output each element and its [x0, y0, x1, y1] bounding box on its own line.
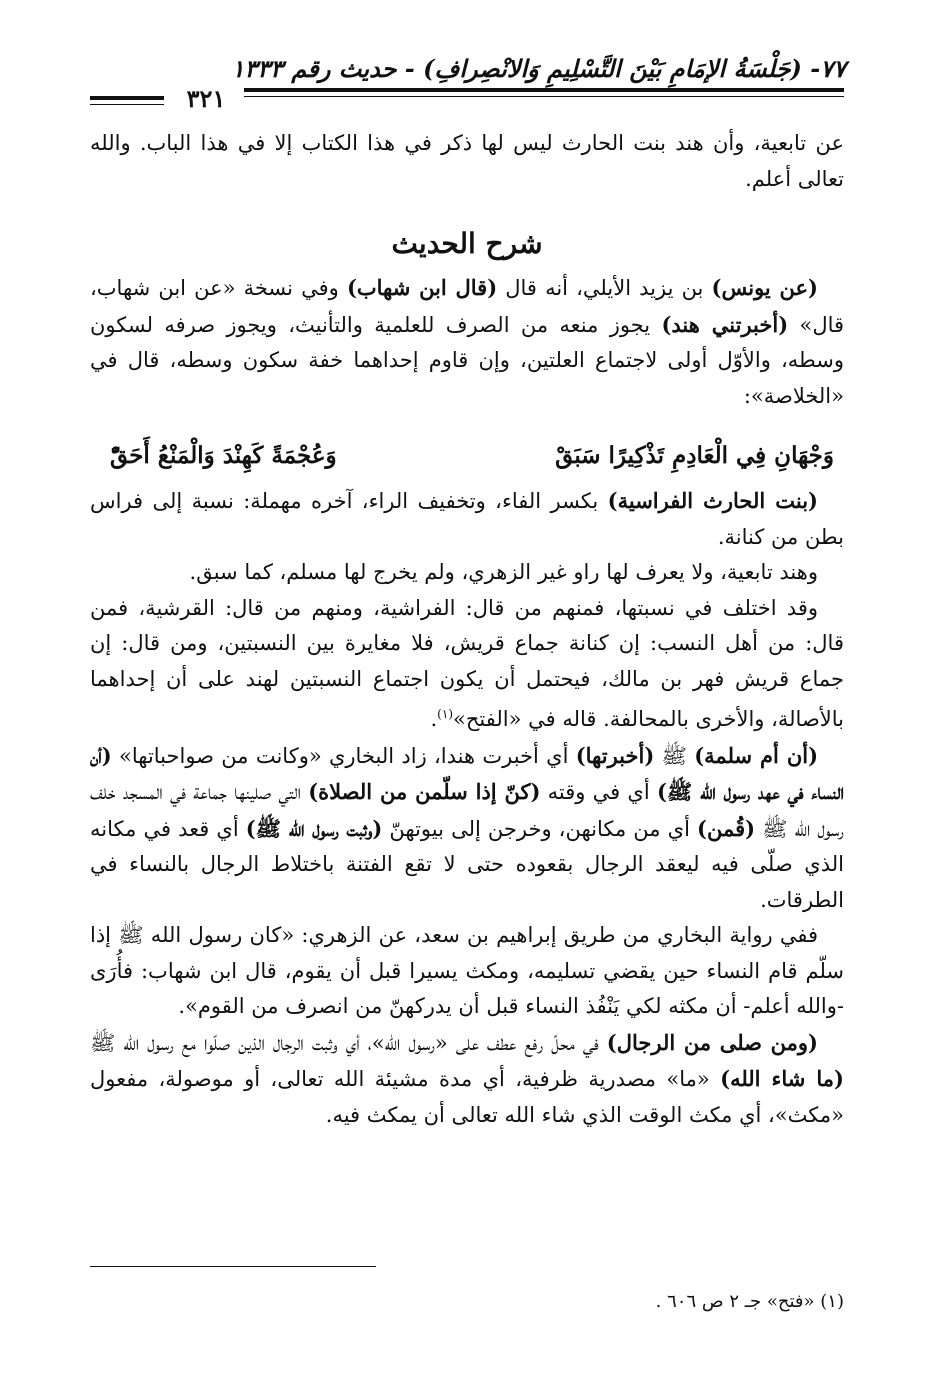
p7-text-b: في محلّ رفع عطف على «رسول الله»، أي وثبت الرجال الذين صلّوا مع رسول الله ﷺ	[90, 1030, 607, 1055]
quote-wa-man-salla: (ومن صلى من الرجال)	[606, 1029, 818, 1055]
header-rule-left	[90, 96, 164, 105]
p1-text-f: يجوز منعه من الصرف للعلمية والتأنيث، ويجوز صرفه لسكون وسطه، والأوّل أولى لاجتماع العلتين، وإن قاوم إحداهما خفة سكون وسطه، قال في «الخلاصة»:	[90, 312, 844, 408]
footnote: (١) «فتح» جـ ٢ ص ٦٠٦ .	[655, 1291, 844, 1312]
quote-akhbaratni-hind: (أخبرتني هند)	[661, 311, 789, 337]
running-header-title: ٧٧- (جَلْسَةُ الإمَامِ بَيْنَ التَّسْلِيمِ وَالانْصِرافِ) - حديث رقم ١٣٣٣	[231, 54, 846, 83]
paragraph-6: ففي رواية البخاري من طريق إبراهيم بن سعد، عن الزهري: «كان رسول الله ﷺ إذا سلّم قام النساء حين يقضي تسليمه، ومكث يسيرا قبل أن يقوم، قال ابن شهاب: فأُرَى -والله أعلم- أن مكثه لكي يَنْفُذ النساء قبل أن يدركهنّ من انصرف من القوم».	[90, 923, 844, 1018]
p5-text-j: أي من مكانهن، وخرجن إلى بيوتهنّ	[382, 816, 698, 841]
p1-text-b: بن يزيد الأيلي، أنه قال	[497, 276, 712, 300]
footnote-ref: (١)	[437, 707, 453, 721]
quote-qumna: (قُمن)	[697, 815, 756, 841]
paragraph-2	[90, 483, 844, 1133]
verse-hemistich-2: وَعُجْمَةً كَهِنْدَ وَالْمَنْعُ أَحَقّْ	[110, 442, 337, 469]
quote-wathabata-rasul-allah: (وثبت رسول الله ﷺ)	[245, 815, 383, 841]
paragraph-5	[90, 738, 844, 919]
quote-an-yunus: (عن يونس)	[711, 275, 818, 300]
p5-text-b: ﷺ	[654, 743, 695, 768]
p4-end: .	[430, 707, 438, 731]
quote-akhbarat-ha: (أخبرتها)	[575, 742, 655, 768]
p5-text-d: أي أخبرت هندا، زاد البخاري «وكانت من صواحباتها»	[111, 743, 576, 768]
section-title: شرح الحديث	[391, 227, 543, 260]
paragraph-4	[90, 591, 844, 738]
paragraph-1	[90, 270, 844, 414]
paragraph-7	[90, 1025, 844, 1134]
page-number: ٣٢١	[186, 84, 226, 113]
quote-qala-ibn-shihab: (قال ابن شهاب)	[346, 275, 498, 300]
intro-text: عن تابعية، وأن هند بنت الحارث ليس لها ذكر في هذا الكتاب إلا في هذا الباب. والله تعالى أعلم.	[90, 131, 844, 191]
quote-kunna-idha-sallamna: (كنّ إذا سلّمن من الصلاة)	[308, 779, 541, 804]
paragraph-3: وهند تابعية، ولا يعرف لها راو غير الزهري، ولم يخرج لها مسلم، كما سبق.	[189, 560, 818, 584]
p5-text-h: التي صلينها جماعة في المسجد خلف رسول الله ﷺ	[90, 780, 844, 841]
quote-bint-al-harith: (بنت الحارث الفراسية)	[607, 488, 818, 513]
header-rule	[244, 88, 844, 97]
p4-text: وقد اختلف في نسبتها، فمنهم من قال: الفراشية، ومنهم من قال: القرشية، فمن قال: من أهل النسب: إن كنانة جماع قريش، فلا مغايرة بين النسبتين، ومن قال: إن جماع قريش فهر بن مالك، فيحتمل أن يكون اجتماع النسبتين لهند على أن إحداهما بالأصالة، والأخرى بالمحالفة. قاله في «الفتح»	[90, 595, 844, 731]
footnote-separator	[90, 1266, 376, 1267]
p1-text-d: وفي نسخة «عن ابن شهاب، قال»	[90, 276, 845, 337]
quote-anna-an-nisa: (أن النساء في عهد رسول الله ﷺ)	[90, 742, 844, 804]
quote-ma-shaa-allah: (ما شاء الله)	[720, 1066, 844, 1091]
p5-text-l: أي قعد في مكانه الذي صلّى فيه ليعقد الرجال بقعوده حتى لا تقع الفتنة باختلاط الرجال بالنساء في الطرقات.	[90, 816, 844, 912]
quote-anna-umm-salama: (أن أم سلمة)	[694, 742, 819, 768]
p5-text-f: أي في وقته	[540, 780, 657, 804]
intro-paragraph	[90, 126, 844, 197]
p2-text-b: بكسر الفاء، وتخفيف الراء، آخره مهملة: نسبة إلى فراس بطن من كنانة.	[90, 489, 844, 549]
poetry-verse	[110, 436, 834, 476]
verse-hemistich-1: وَجْهَانِ فِي الْعَادِمِ تَذْكِيرًا سَبَقْ	[555, 442, 834, 469]
p7-text-d: «ما» مصدرية ظرفية، أي مدة مشيئة الله تعالى، أو موصولة، مفعول «مكث»، أي مكث الوقت الذي شاء الله تعالى أن يمكث فيه.	[90, 1067, 844, 1127]
